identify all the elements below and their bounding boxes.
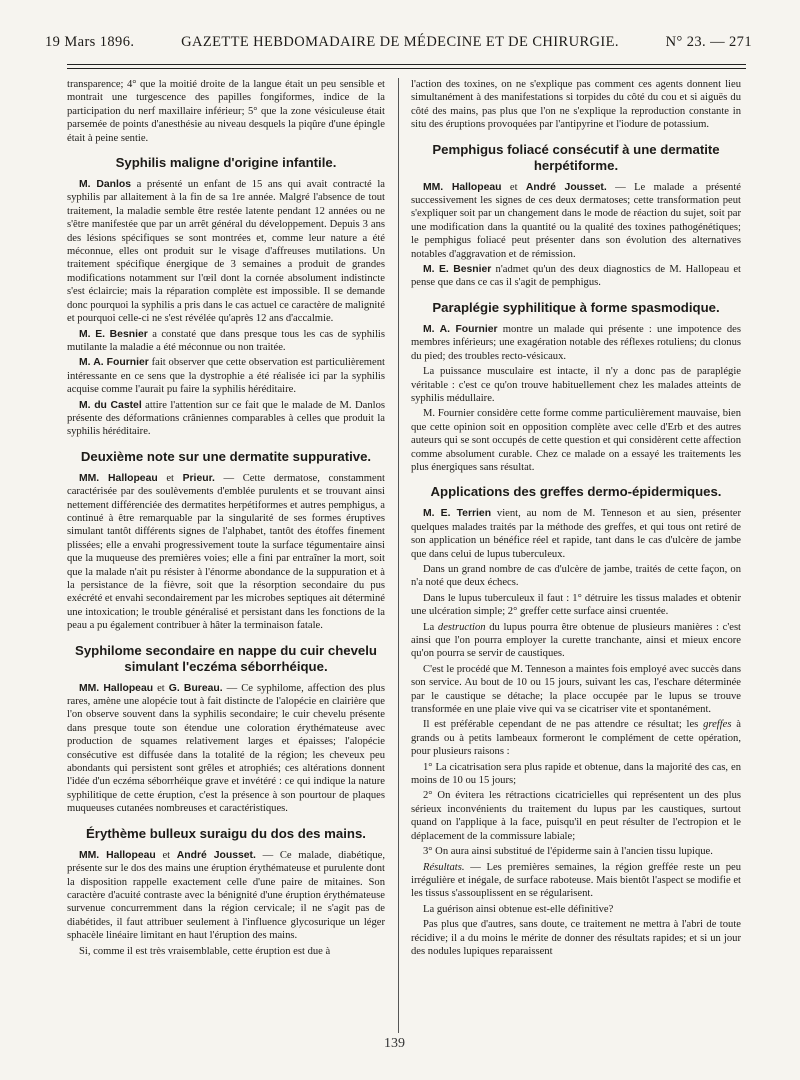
author-name: M. A. Fournier: [423, 323, 498, 335]
paragraph: 2° On évitera les rétractions cicatricielles qui représentent un des plus sérieux inconvénients du traitement du lupus par les caustiques, surtout quand on l'applique à la face, puisqu'il en peut résulter de l'ectropion et le déplacement de la commissure labiale;: [411, 790, 741, 842]
section-title-greffes: Applications des greffes dermo-épidermiques.: [430, 484, 722, 500]
author-name: MM. Hallopeau: [79, 682, 154, 694]
author-name: André Jousset.: [176, 849, 256, 861]
right-column: [411, 78, 741, 1033]
paragraph: M. Fournier considère cette forme comme particulièrement mauvaise, bien que cette opinion soit en opposition complète avec celle d'Erb et des autres auteurs qui se sont occupés de cette question et qui considèrent cette affection comme absolument curable. Chez ce malade on a essayé les traitements les plus énergiques sans résultat.: [411, 408, 741, 473]
paragraph: M. A. Fournier montre un malade qui présente : une impotence des membres inférieurs; une exagération notable des réflexes rotuliens; du clonus du pied; des troubles recto-vésicaux.: [411, 323, 741, 362]
paragraph: Il est préférable cependant de ne pas attendre ce résultat; les greffes à grands ou à petits lambeaux formeront le complément de cette opération, pour plusieurs raisons :: [411, 719, 741, 758]
paragraph: La destruction du lupus pourra être obtenue de plusieurs manières : c'est ainsi que l'on pourra employer la curette tranchante, ainsi et mieux encore qu'on pourra se servir de caustiques.: [411, 621, 741, 660]
header-rule-top: [67, 64, 746, 65]
paragraph: M. Danlos a présenté un enfant de 15 ans qui avait contracté la syphilis par allaitement à la fin de sa 1re année. Malgré l'absence de tout traitement, la maladie semble être restée latente pendant 12 années ou ne s'être manifestée que par un arrêt général du développement. Depuis 3 ans des lésions spécifiques se sont montrées et, comme leur nature a été méconnue, elles ont produit sur le visage d'affreuses mutilations. Un traitement spécifique énergique de 3 semaines a produit de grandes modifications notamment sur l'œil dont la cornée absolument indistincte s'est éclaircie; mais la réparation complète est impossible. Il se demande donc pourquoi la syphilis a pris dans le cas actuel ce caractère de malignité et pourquoi celle-ci ne s'est révélée qu'après 12 ans d'accalmie.: [67, 179, 385, 325]
author-name: M. E. Besnier: [423, 264, 492, 276]
running-header: [45, 34, 752, 51]
paragraph: M. E. Besnier a constaté que dans presque tous les cas de syphilis mutilante la maladie a été méconnue ou non traitée.: [67, 328, 385, 353]
paragraph: M. E. Besnier n'admet qu'un des deux diagnostics de M. Hallopeau et pense que dans ce cas il s'agit de pemphigus.: [411, 264, 741, 289]
column-divider: [398, 78, 399, 1033]
author-name: M. A. Fournier: [79, 357, 149, 369]
section-title-syphilis-maligne: Syphilis maligne d'origine infantile.: [115, 155, 337, 171]
page-folio: 139: [384, 1036, 405, 1051]
author-name: M. Danlos: [79, 179, 132, 191]
header-title: GAZETTE HEBDOMADAIRE DE MÉDECINE ET DE CHIRURGIE.: [181, 34, 619, 50]
paragraph: C'est le procédé que M. Tenneson a maintes fois employé avec succès dans son service. Au bout de 10 ou 15 jours, suivant les cas, l'eschare déterminée par le caustique se détache; la place occupée par le lupus se trouve transformée en une plaie vive qui va se cicatriser vite et spontanément.: [411, 663, 741, 716]
author-name: MM. Hallopeau: [79, 849, 156, 861]
author-name: Prieur.: [182, 472, 215, 484]
author-name: M. E. Terrien: [423, 508, 492, 520]
section-title-dermatite-suppurative: Deuxième note sur une dermatite suppurative.: [80, 448, 372, 464]
paragraph: 3° On aura ainsi substitué de l'épiderme sain à l'ancien tissu lupique.: [423, 846, 713, 858]
author-name: M. du Castel: [79, 399, 142, 411]
section-title-paraplegie-syphilitique: Paraplégie syphilitique à forme spasmodique.: [432, 299, 720, 315]
paragraph: M. E. Terrien vient, au nom de M. Tenneson et au sien, présenter quelques malades traités par la méthode des greffes, et qui tous ont retiré de son application un bénéfice réel et rapide, tant dans le cas d'ulcère de jambe que dans celui de lupus tuberculeux.: [411, 508, 741, 560]
paragraph: Pas plus que d'autres, sans doute, ce traitement ne mettra à l'abri de toute récidive; il a du moins le mérite de donner des résultats rapides; et si un jour des nodules lupiques reparaissent: [411, 919, 741, 957]
paragraph: MM. Hallopeau et André Jousset. — Ce malade, diabétique, présente sur le dos des mains une éruption érythémateuse et purulente dont la disposition rappelle exactement celle d'une paire de mitaines. Son caractère d'acuité contraste avec la bénignité d'une éruption érythémateuse survenue concurremment dans la région cervicale; il ne s'agit pas de diabétides, il faut attribuer seulement à l'influence glycosurique un léger sphacèle linéaire limitant en haut l'éruption des mains.: [67, 849, 385, 942]
section-title-pemphigus-foliace: Pemphigus foliacé consécutif à une dermatite herpétiforme.: [432, 141, 720, 173]
paragraph: La guérison ainsi obtenue est-elle définitive?: [423, 903, 614, 915]
paragraph: M. A. Fournier fait observer que cette observation est particulièrement intéressante en ce sens que la dystrophie a été réalisée ici par la syphilis acquise comme l'aurait pu faire la syphilis héréditaire.: [67, 357, 385, 396]
paragraph: 1° La cicatrisation sera plus rapide et obtenue, dans la majorité des cas, en moins de 10 ou 15 jours;: [411, 761, 741, 787]
author-name: André Jousset.: [525, 181, 607, 193]
right-intro-paragraph: l'action des toxines, on ne s'explique pas comment ces agents donnent lieu simultanément à des manifestations si torpides du côté du cou et si aiguës du côté des mains, pas plus que l'on ne s'explique la reproduction constante in situ des éruptions provoquées par l'antipyrine et l'iodure de potassium.: [411, 79, 741, 131]
author-name: M. E. Besnier: [79, 328, 148, 340]
paragraph: Dans le lupus tuberculeux il faut : 1° détruire les tissus malades et obtenir une ulcération simple; 2° greffer cette surface ainsi cruentée.: [411, 592, 741, 618]
header-rule-bottom: [67, 68, 746, 69]
paragraph: Résultats. — Les premières semaines, la région greffée reste un peu irrégulière et inégale, de surface raboteuse. Mais bientôt l'aspect se modifie et les tissus s'assouplissent en se régularisent.: [411, 861, 741, 900]
left-column: [67, 78, 385, 1033]
author-name: G. Bureau.: [168, 682, 223, 694]
header-date: 19 Mars 1896.: [45, 34, 135, 50]
paragraph: MM. Hallopeau et G. Bureau. — Ce syphilome, affection des plus rares, amène une alopécie tout à fait distincte de l'alopécie en clairière que l'on observe souvent dans la syphilis secondaire; le cuir chevelu présente dans presque toute son étendue une coloration érythémateuse avec production de squames relativement larges et épaisses; l'alopécie consécutive est diffusée dans la totalité de la région; les cheveux peu abondants qui persistent sont grêles et atrophiés; ces altérations donnent l'idée d'un eczéma séborrhéique grave et invétéré : ce qui indique la nature syphilitique de cette éruption, c'est la présence à son pourtour de plaques muqueuses cutanées nombreuses et caractéristiques.: [67, 682, 385, 815]
left-intro-paragraph: transparence; 4° que la moitié droite de la langue était un peu sensible et montrait une turgescence des papilles fongiformes, indice de la participation du nerf maxillaire inférieur; 5° que la zone vésiculeuse était parsemée de points d'anesthésie au niveau desquels la piqûre d'une épingle était à peine sentie.: [67, 79, 385, 144]
section-title-syphilome-secondaire: Syphilome secondaire en nappe du cuir chevelu simulant l'eczéma séborrhéique.: [75, 642, 377, 674]
author-name: MM. Hallopeau: [79, 472, 158, 484]
section-title-erytheme-bulleux: Érythème bulleux suraigu du dos des mains.: [86, 825, 366, 841]
paragraph: MM. Hallopeau et Prieur. — Cette dermatose, constamment caractérisée par des soulèvements d'emblée purulents et se trouvant ainsi nettement différenciée des dermatites herpétiformes et autres pemphigus, a continué à être remarquable par la singularité de ses formes éruptives simulant tantôt différents signes de l'alphabet, tantôt des étoffes finement plissées; elle a envahi progressivement toute la surface tégumentaire ainsi que la muqueuse des premières voies; elle a fini par entraîner la mort, soit que la malade n'ait pu résister à l'énorme abondance de la suppuration et à la persistance de la fièvre, soit que la résorption secondaire du pus exécrété et envahi secondairement par les microbes septiques ait déterminé une intoxication; le trouble généralisé et persistant dans les fonctions de la peau a pu également contribuer à hâter la terminaison fatale.: [67, 472, 385, 632]
author-name: MM. Hallopeau: [423, 181, 502, 193]
paragraph: MM. Hallopeau et André Jousset. — Le malade a présenté successivement les signes de ces deux dermatoses; cette transformation peut s'expliquer soit par un changement dans le mode de réaction du sujet, soit par une modification dans la quantité ou la qualité des toxines pathogénétiques; le pemphigus foliacé peut présenter dans son évolution des alternatives notables d'aggravation et de rémission.: [411, 181, 741, 260]
paragraph: La puissance musculaire est intacte, il n'y a donc pas de paraplégie véritable : c'est ce qu'on trouve habituellement chez les malades atteints de syphilis médullaire.: [411, 366, 741, 404]
header-issue: N° 23. — 271: [665, 34, 752, 50]
paragraph: Si, comme il est très vraisemblable, cette éruption est due à: [79, 945, 331, 957]
paragraph: M. du Castel attire l'attention sur ce fait que le malade de M. Danlos présente des déformations crâniennes comparables à celles que produit la syphilis héréditaire.: [67, 399, 385, 438]
paragraph: Dans un grand nombre de cas d'ulcère de jambe, traités de cette façon, on n'a noté que deux échecs.: [411, 563, 741, 589]
